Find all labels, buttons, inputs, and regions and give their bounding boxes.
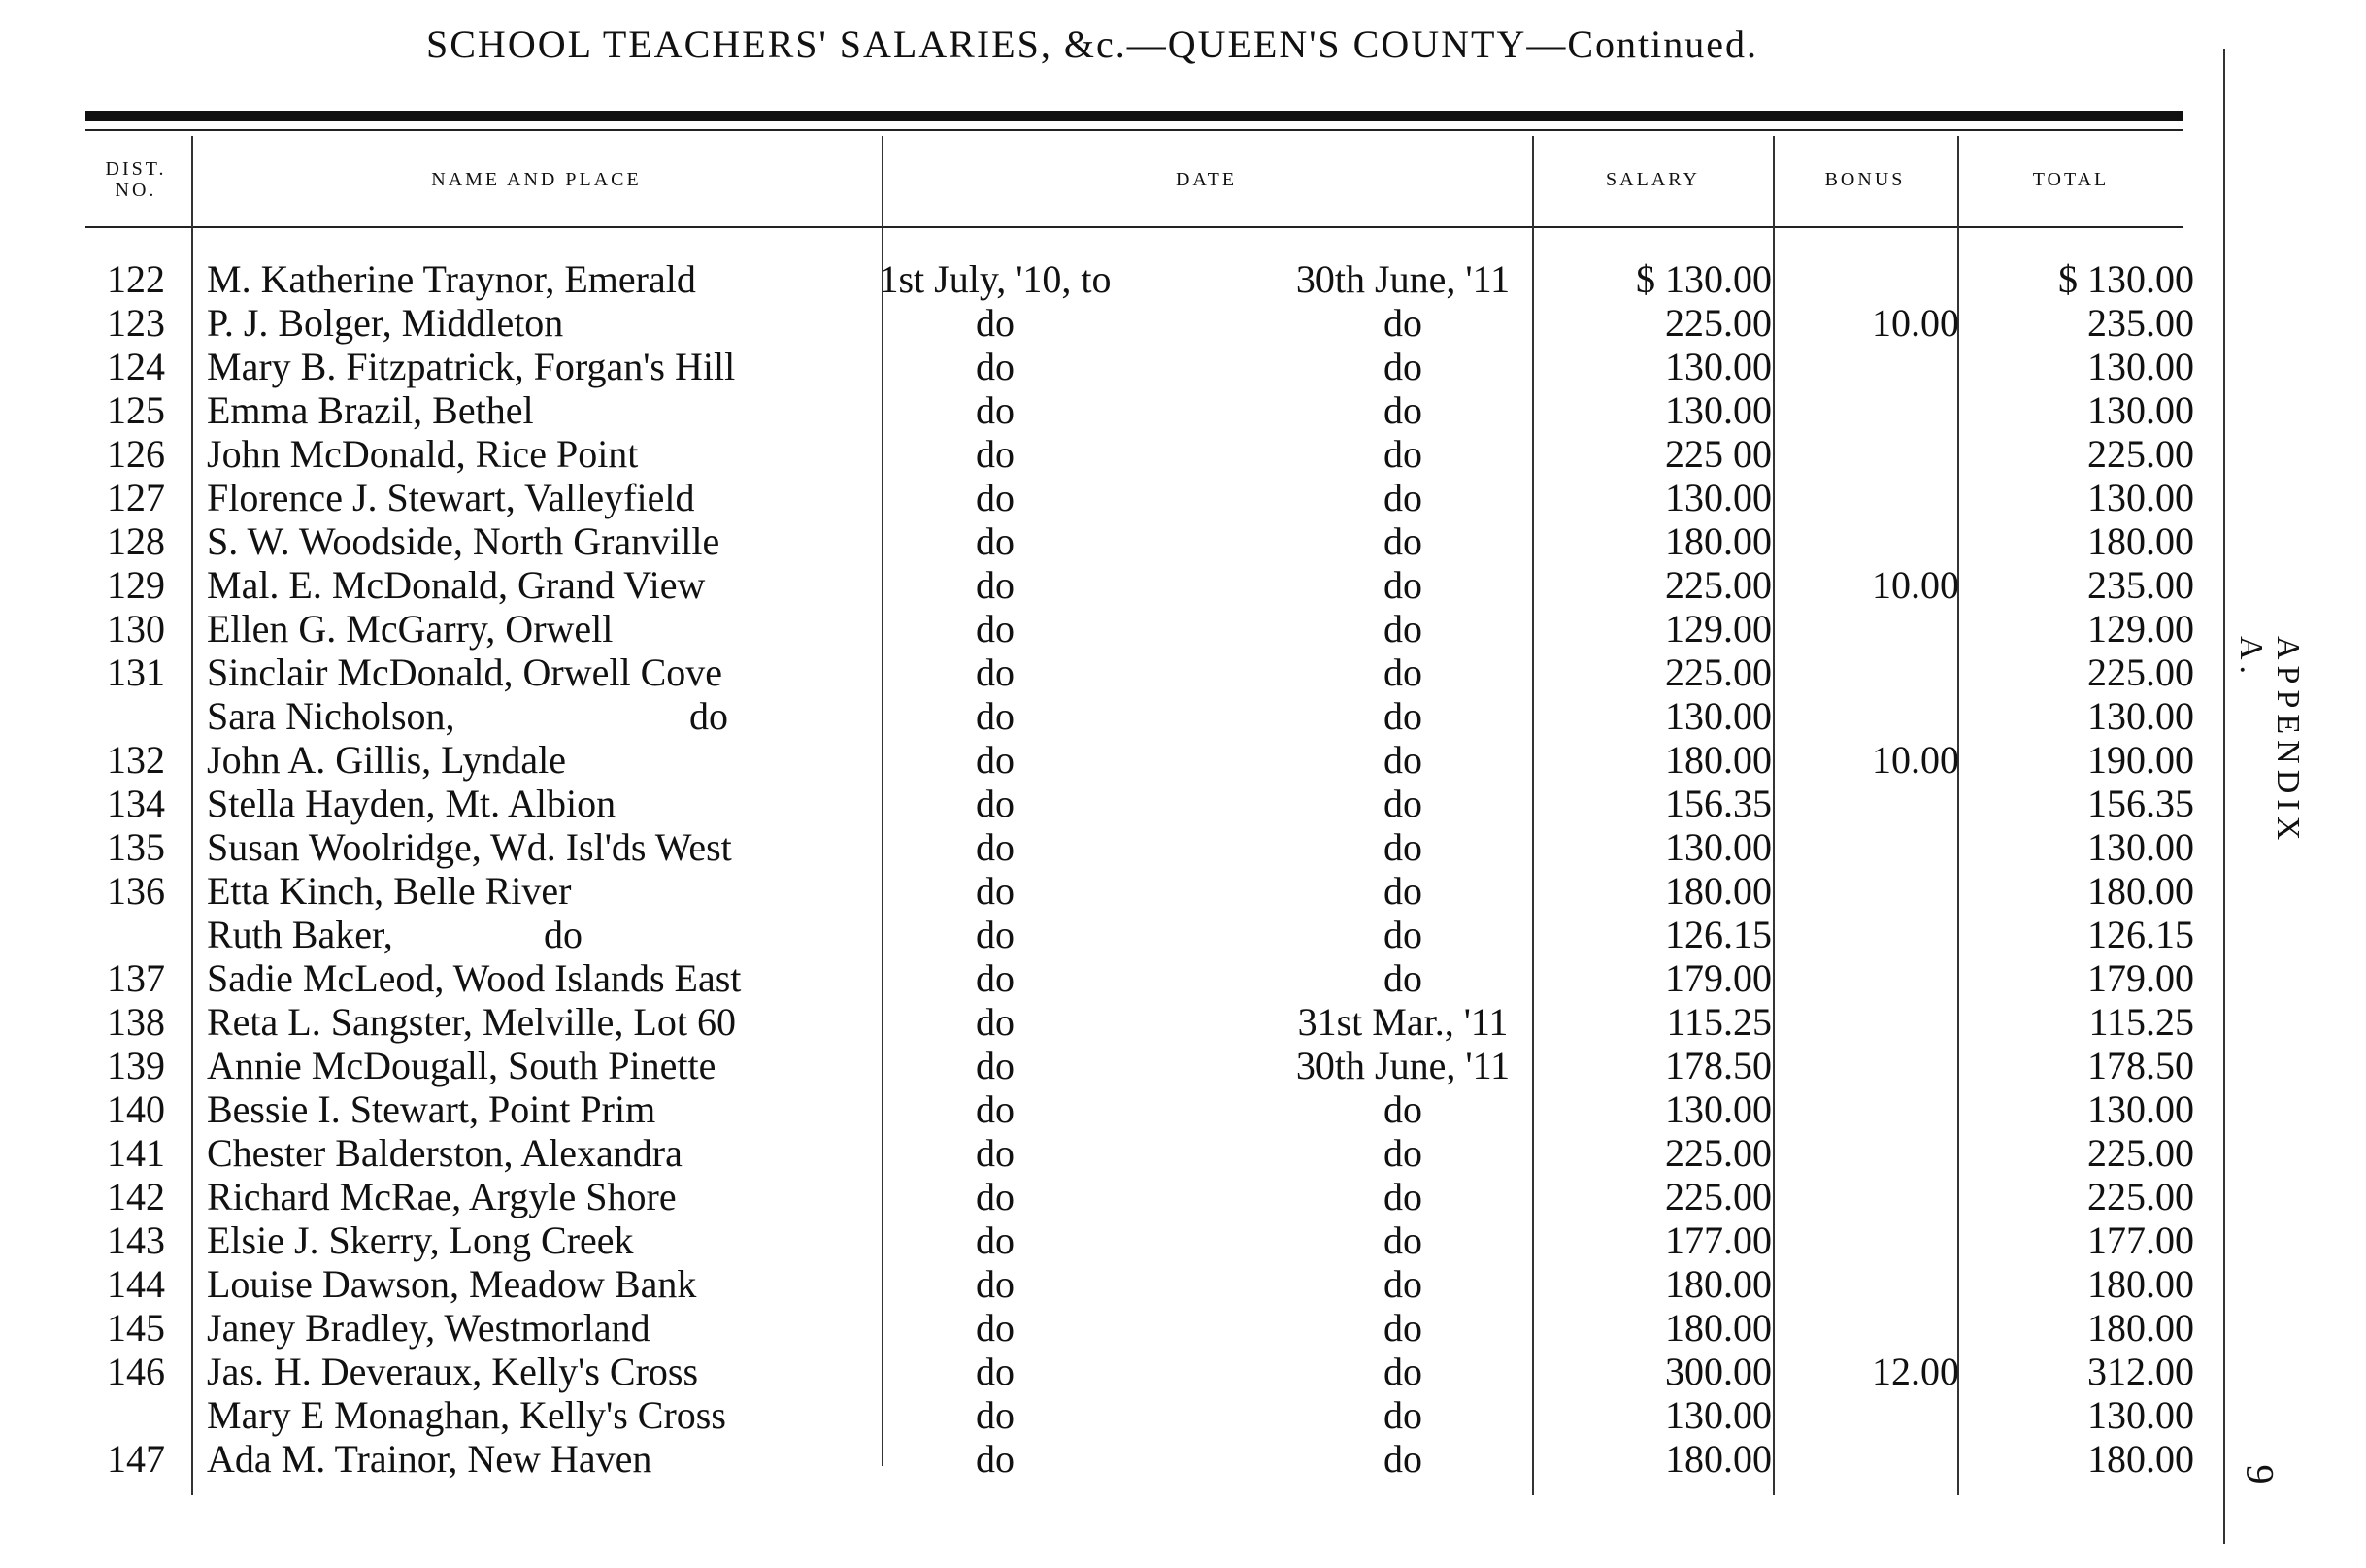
dist-number-cell: 124: [107, 345, 165, 388]
name-place-cell: Emma Brazil, Bethel: [207, 388, 534, 432]
name-place-cell: Annie McDougall, South Pinette: [207, 1044, 716, 1087]
date-from-cell: do: [976, 1087, 1015, 1131]
date-to-cell: do: [1383, 432, 1422, 476]
date-from-cell: do: [976, 913, 1015, 956]
salary-cell: 225.00: [1665, 1175, 1772, 1218]
salary-cell: 300.00: [1665, 1350, 1772, 1393]
name-place-cell: Bessie I. Stewart, Point Prim: [207, 1087, 656, 1131]
dist-number-cell: 131: [107, 651, 165, 694]
total-cell: 130.00: [2087, 825, 2194, 869]
date-to-cell: do: [1383, 301, 1422, 345]
date-to-cell: do: [1383, 1306, 1422, 1350]
page-number: 9: [2238, 1464, 2283, 1485]
dist-number-cell: 132: [107, 738, 165, 782]
total-cell: 235.00: [2087, 563, 2194, 607]
salary-cell: 225.00: [1665, 301, 1772, 345]
header-bottom-rule: [85, 226, 2183, 228]
dist-number-cell: 142: [107, 1175, 165, 1218]
date-to-cell: do: [1383, 345, 1422, 388]
date-to-cell: do: [1383, 607, 1422, 651]
total-cell: 225.00: [2087, 1175, 2194, 1218]
bonus-cell: 10.00: [1872, 563, 1959, 607]
date-to-cell: do: [1383, 782, 1422, 825]
dist-number-cell: 141: [107, 1131, 165, 1175]
name-place-cell: Chester Balderston, Alexandra: [207, 1131, 683, 1175]
date-from-cell: do: [976, 1044, 1015, 1087]
date-from-cell: do: [976, 388, 1015, 432]
salary-cell: 180.00: [1665, 869, 1772, 913]
dist-number-cell: 130: [107, 607, 165, 651]
dist-number-cell: 125: [107, 388, 165, 432]
date-from-cell: do: [976, 869, 1015, 913]
dist-number-cell: 123: [107, 301, 165, 345]
name-place-cell: Etta Kinch, Belle River: [207, 869, 572, 913]
salary-cell: 180.00: [1665, 1437, 1772, 1481]
total-cell: 180.00: [2087, 1306, 2194, 1350]
name-place-cell: John A. Gillis, Lyndale: [207, 738, 566, 782]
salary-cell: 178.50: [1665, 1044, 1772, 1087]
name-place-cell: Reta L. Sangster, Melville, Lot 60: [207, 1000, 736, 1044]
header-dist: DIST. NO.: [105, 158, 167, 201]
name-place-cell: P. J. Bolger, Middleton: [207, 301, 564, 345]
total-cell: 129.00: [2087, 607, 2194, 651]
date-to-cell: do: [1383, 1437, 1422, 1481]
date-from-cell: do: [976, 345, 1015, 388]
date-to-cell: do: [1383, 1131, 1422, 1175]
date-to-cell: 30th June, '11: [1295, 1044, 1511, 1087]
name-place-cell: Louise Dawson, Meadow Bank: [207, 1262, 697, 1306]
salary-cell: 225.00: [1665, 651, 1772, 694]
total-cell: 130.00: [2087, 1393, 2194, 1437]
total-cell: 130.00: [2087, 476, 2194, 519]
total-cell: 225.00: [2087, 432, 2194, 476]
total-cell: 180.00: [2087, 519, 2194, 563]
date-to-cell: do: [1383, 563, 1422, 607]
salary-cell: 130.00: [1665, 388, 1772, 432]
salary-cell: 130.00: [1665, 1393, 1772, 1437]
column-divider: [191, 136, 193, 1495]
dist-number-cell: 143: [107, 1218, 165, 1262]
header-top-rule: [85, 129, 2183, 131]
page-edge-rule: [2223, 49, 2225, 1544]
date-from-cell: do: [976, 1131, 1015, 1175]
salary-cell: 179.00: [1665, 956, 1772, 1000]
date-to-cell: do: [1383, 519, 1422, 563]
total-cell: 130.00: [2087, 345, 2194, 388]
salary-cell: 180.00: [1665, 1262, 1772, 1306]
date-from-cell: do: [976, 782, 1015, 825]
date-to-cell: do: [1383, 913, 1422, 956]
total-cell: 180.00: [2087, 1437, 2194, 1481]
dist-number-cell: 127: [107, 476, 165, 519]
dist-number-cell: 137: [107, 956, 165, 1000]
dist-number-cell: 139: [107, 1044, 165, 1087]
dist-number-cell: 147: [107, 1437, 165, 1481]
total-cell: 130.00: [2087, 1087, 2194, 1131]
total-cell: 178.50: [2087, 1044, 2194, 1087]
date-to-cell: do: [1383, 1087, 1422, 1131]
date-from-cell: do: [976, 563, 1015, 607]
total-cell: 312.00: [2087, 1350, 2194, 1393]
salary-cell: 130.00: [1665, 476, 1772, 519]
salary-cell: $ 130.00: [1636, 257, 1772, 301]
date-from-cell: do: [976, 1262, 1015, 1306]
appendix-label: APPENDIX A.: [2233, 636, 2306, 847]
date-to-cell: do: [1383, 651, 1422, 694]
total-cell: 235.00: [2087, 301, 2194, 345]
name-place-cell: Mary E Monaghan, Kelly's Cross: [207, 1393, 726, 1437]
date-to-cell: do: [1383, 1350, 1422, 1393]
bonus-cell: 10.00: [1872, 738, 1959, 782]
date-to-cell: do: [1383, 694, 1422, 738]
salary-cell: 130.00: [1665, 345, 1772, 388]
date-from-cell: do: [976, 301, 1015, 345]
date-to-cell: do: [1383, 869, 1422, 913]
dist-number-cell: 128: [107, 519, 165, 563]
date-to-cell: do: [1383, 1175, 1422, 1218]
total-cell: 130.00: [2087, 388, 2194, 432]
name-place-cell: Ellen G. McGarry, Orwell: [207, 607, 614, 651]
total-cell: 126.15: [2087, 913, 2194, 956]
date-from-cell: do: [976, 651, 1015, 694]
name-ditto-mark: do: [689, 694, 728, 738]
total-cell: 225.00: [2087, 1131, 2194, 1175]
date-from-cell: do: [976, 519, 1015, 563]
date-from-cell: do: [976, 738, 1015, 782]
date-from-cell: do: [976, 607, 1015, 651]
dist-number-cell: 134: [107, 782, 165, 825]
name-place-cell: Richard McRae, Argyle Shore: [207, 1175, 677, 1218]
dist-number-cell: 146: [107, 1350, 165, 1393]
dist-number-cell: 122: [107, 257, 165, 301]
header-salary: SALARY: [1606, 169, 1700, 190]
date-to-cell: do: [1383, 1218, 1422, 1262]
dist-number-cell: 144: [107, 1262, 165, 1306]
date-from-cell: do: [976, 1393, 1015, 1437]
name-place-cell: John McDonald, Rice Point: [207, 432, 639, 476]
total-cell: 156.35: [2087, 782, 2194, 825]
date-to-cell: do: [1383, 825, 1422, 869]
name-place-cell: Susan Woolridge, Wd. Isl'ds West: [207, 825, 732, 869]
total-cell: 179.00: [2087, 956, 2194, 1000]
salary-cell: 156.35: [1665, 782, 1772, 825]
total-cell: 180.00: [2087, 869, 2194, 913]
name-place-cell: Elsie J. Skerry, Long Creek: [207, 1218, 634, 1262]
salary-cell: 130.00: [1665, 694, 1772, 738]
salary-cell: 126.15: [1665, 913, 1772, 956]
name-place-cell: Stella Hayden, Mt. Albion: [207, 782, 616, 825]
date-to-cell: do: [1383, 956, 1422, 1000]
name-place-cell: Sadie McLeod, Wood Islands East: [207, 956, 742, 1000]
name-place-cell: Mary B. Fitzpatrick, Forgan's Hill: [207, 345, 736, 388]
total-cell: $ 130.00: [2058, 257, 2194, 301]
salary-cell: 129.00: [1665, 607, 1772, 651]
date-from-cell: do: [976, 1350, 1015, 1393]
date-to-cell: 31st Mar., '11: [1297, 1000, 1509, 1044]
column-divider: [1773, 136, 1775, 1495]
date-to-cell: 30th June, '11: [1295, 257, 1511, 301]
name-place-cell: Ruth Baker,: [207, 913, 393, 956]
date-from-cell: do: [976, 694, 1015, 738]
salary-cell: 130.00: [1665, 825, 1772, 869]
bonus-cell: 10.00: [1872, 301, 1959, 345]
heavy-rule: [85, 111, 2183, 121]
date-to-cell: do: [1383, 476, 1422, 519]
header-total: TOTAL: [2032, 169, 2110, 190]
date-to-cell: do: [1383, 1262, 1422, 1306]
date-to-cell: do: [1383, 1393, 1422, 1437]
dist-number-cell: 135: [107, 825, 165, 869]
salary-cell: 180.00: [1665, 519, 1772, 563]
salary-cell: 180.00: [1665, 1306, 1772, 1350]
total-cell: 225.00: [2087, 651, 2194, 694]
date-from-cell: do: [976, 432, 1015, 476]
name-place-cell: Sinclair McDonald, Orwell Cove: [207, 651, 722, 694]
date-from-cell: do: [976, 476, 1015, 519]
name-place-cell: Sara Nicholson,: [207, 694, 455, 738]
date-from-cell: do: [976, 825, 1015, 869]
date-from-cell: 1st July, '10, to: [879, 257, 1112, 301]
name-place-cell: M. Katherine Traynor, Emerald: [207, 257, 696, 301]
salary-cell: 177.00: [1665, 1218, 1772, 1262]
total-cell: 180.00: [2087, 1262, 2194, 1306]
header-name: NAME AND PLACE: [431, 169, 642, 190]
date-from-cell: do: [976, 1306, 1015, 1350]
dist-number-cell: 140: [107, 1087, 165, 1131]
total-cell: 190.00: [2087, 738, 2194, 782]
name-ditto-mark: do: [544, 913, 583, 956]
dist-number-cell: 126: [107, 432, 165, 476]
salary-cell: 225.00: [1665, 1131, 1772, 1175]
name-place-cell: Ada M. Trainor, New Haven: [207, 1437, 652, 1481]
salary-cell: 225.00: [1665, 563, 1772, 607]
dist-number-cell: 129: [107, 563, 165, 607]
dist-number-cell: 145: [107, 1306, 165, 1350]
salary-cell: 180.00: [1665, 738, 1772, 782]
salary-cell: 130.00: [1665, 1087, 1772, 1131]
total-cell: 177.00: [2087, 1218, 2194, 1262]
date-from-cell: do: [976, 1218, 1015, 1262]
date-to-cell: do: [1383, 388, 1422, 432]
date-from-cell: do: [976, 1000, 1015, 1044]
date-to-cell: do: [1383, 738, 1422, 782]
name-place-cell: Mal. E. McDonald, Grand View: [207, 563, 706, 607]
date-from-cell: do: [976, 1175, 1015, 1218]
name-place-cell: Janey Bradley, Westmorland: [207, 1306, 650, 1350]
name-place-cell: Jas. H. Deveraux, Kelly's Cross: [207, 1350, 699, 1393]
total-cell: 115.25: [2088, 1000, 2194, 1044]
name-place-cell: S. W. Woodside, North Granville: [207, 519, 720, 563]
total-cell: 130.00: [2087, 694, 2194, 738]
date-from-cell: do: [976, 956, 1015, 1000]
header-date: DATE: [1175, 169, 1238, 190]
salary-cell: 225 00: [1665, 432, 1772, 476]
header-bonus: BONUS: [1824, 169, 1906, 190]
salary-cell: 115.25: [1666, 1000, 1772, 1044]
date-from-cell: do: [976, 1437, 1015, 1481]
name-place-cell: Florence J. Stewart, Valleyfield: [207, 476, 695, 519]
dist-number-cell: 136: [107, 869, 165, 913]
dist-number-cell: 138: [107, 1000, 165, 1044]
bonus-cell: 12.00: [1872, 1350, 1959, 1393]
page-title: SCHOOL TEACHERS' SALARIES, &c.—QUEEN'S COUNTY—Continued.: [426, 22, 1758, 66]
